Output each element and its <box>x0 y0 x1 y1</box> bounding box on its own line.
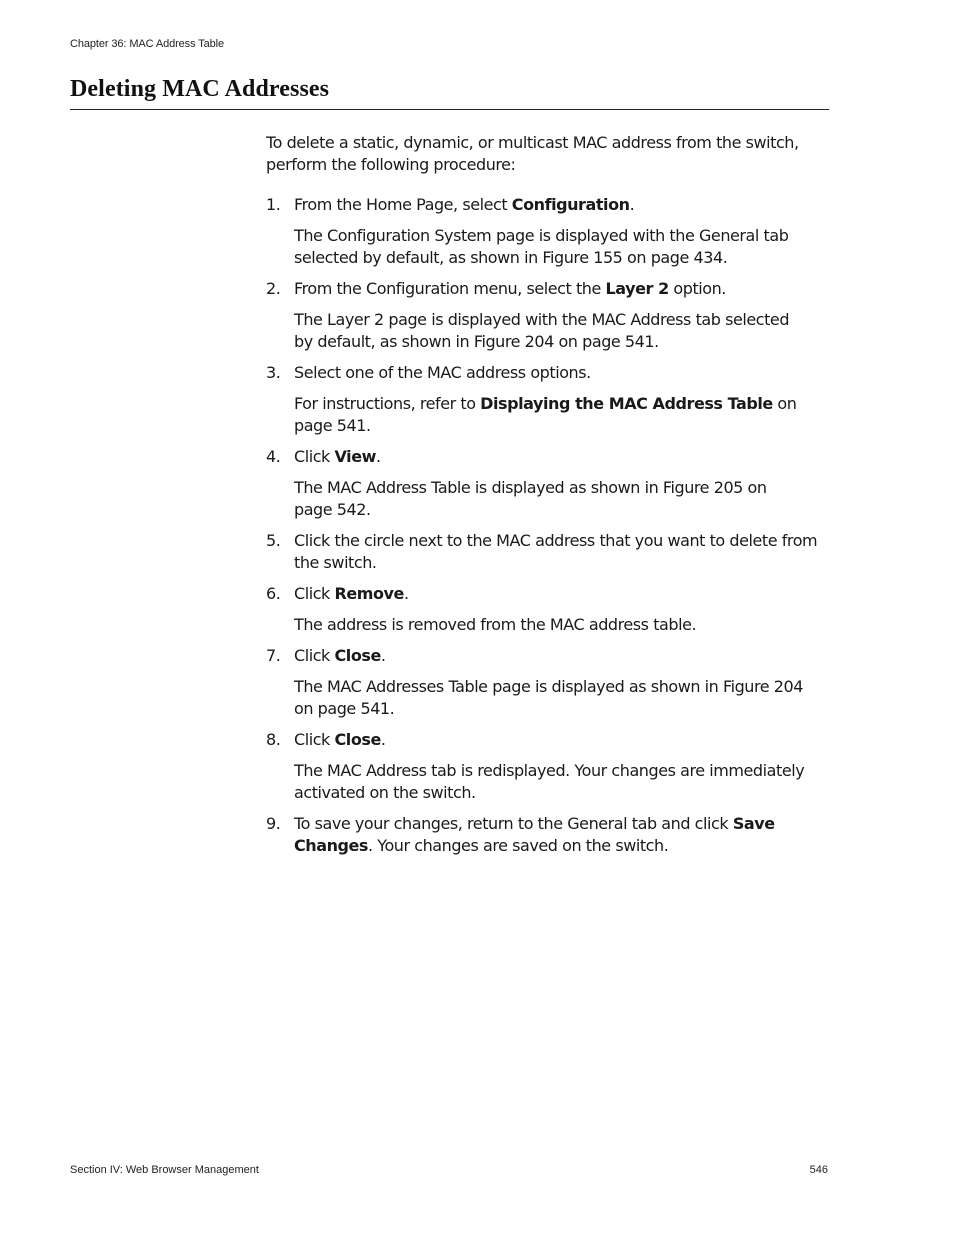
step-7 <box>266 645 831 720</box>
step-result: The MAC Address tab is redisplayed. Your changes are immediately activated on the switch. <box>294 761 805 802</box>
step-instruction: Click Close. <box>294 646 386 665</box>
ui-term: Save Changes <box>294 814 775 855</box>
step-5 <box>266 530 831 574</box>
cross-reference: Displaying the MAC Address Table <box>480 394 773 413</box>
step-8 <box>266 729 831 804</box>
procedure-steps <box>266 194 831 857</box>
step-number: 1. <box>266 195 281 214</box>
step-instruction: Click Close. <box>294 730 386 749</box>
running-header: Chapter 36: MAC Address Table <box>70 38 225 50</box>
step-instruction: From the Configuration menu, select the Layer 2 option. <box>294 279 726 298</box>
step-instruction: Click the circle next to the MAC address that you want to delete from the switch. <box>294 531 818 572</box>
step-instruction: Click Remove. <box>294 584 409 603</box>
step-instruction: To save your changes, return to the General tab and click Save Changes. Your changes are saved on the switch. <box>294 814 775 855</box>
page-title: Deleting MAC Addresses <box>70 76 330 102</box>
step-instruction: Click View. <box>294 447 381 466</box>
step-3 <box>266 362 831 437</box>
step-4 <box>266 446 831 521</box>
ui-term: Layer 2 <box>605 279 669 298</box>
step-number: 4. <box>266 447 281 466</box>
ui-term: Close <box>334 646 381 665</box>
step-6 <box>266 583 831 636</box>
step-result: For instructions, refer to Displaying the MAC Address Table on page 541. <box>294 394 797 435</box>
running-footer: Section IV: Web Browser Management <box>70 1164 259 1176</box>
step-number: 6. <box>266 584 281 603</box>
step-2 <box>266 278 831 353</box>
ui-term: Configuration <box>511 195 630 214</box>
step-result: The address is removed from the MAC address table. <box>294 615 697 634</box>
document-body <box>266 132 831 866</box>
ui-term: View <box>334 447 376 466</box>
step-number: 3. <box>266 363 281 382</box>
step-number: 5. <box>266 531 281 550</box>
intro-paragraph: To delete a static, dynamic, or multicast MAC address from the switch, perform the following procedure: <box>266 133 799 174</box>
page-number: 546 <box>809 1164 828 1176</box>
step-1 <box>266 194 831 269</box>
step-number: 9. <box>266 814 281 833</box>
step-result: The Configuration System page is displayed with the General tab selected by default, as shown in Figure 155 on page 434. <box>294 226 789 267</box>
step-instruction: From the Home Page, select Configuration. <box>294 195 635 214</box>
step-9 <box>266 813 831 857</box>
title-rule <box>70 109 829 110</box>
ui-term: Close <box>334 730 381 749</box>
step-result: The Layer 2 page is displayed with the MAC Address tab selected by default, as shown in Figure 204 on page 541. <box>294 310 790 351</box>
step-instruction: Select one of the MAC address options. <box>294 363 591 382</box>
step-result: The MAC Address Table is displayed as shown in Figure 205 on page 542. <box>294 478 767 519</box>
ui-term: Remove <box>334 584 404 603</box>
step-number: 8. <box>266 730 281 749</box>
step-number: 7. <box>266 646 281 665</box>
step-number: 2. <box>266 279 281 298</box>
step-result: The MAC Addresses Table page is displayed as shown in Figure 204 on page 541. <box>294 677 803 718</box>
